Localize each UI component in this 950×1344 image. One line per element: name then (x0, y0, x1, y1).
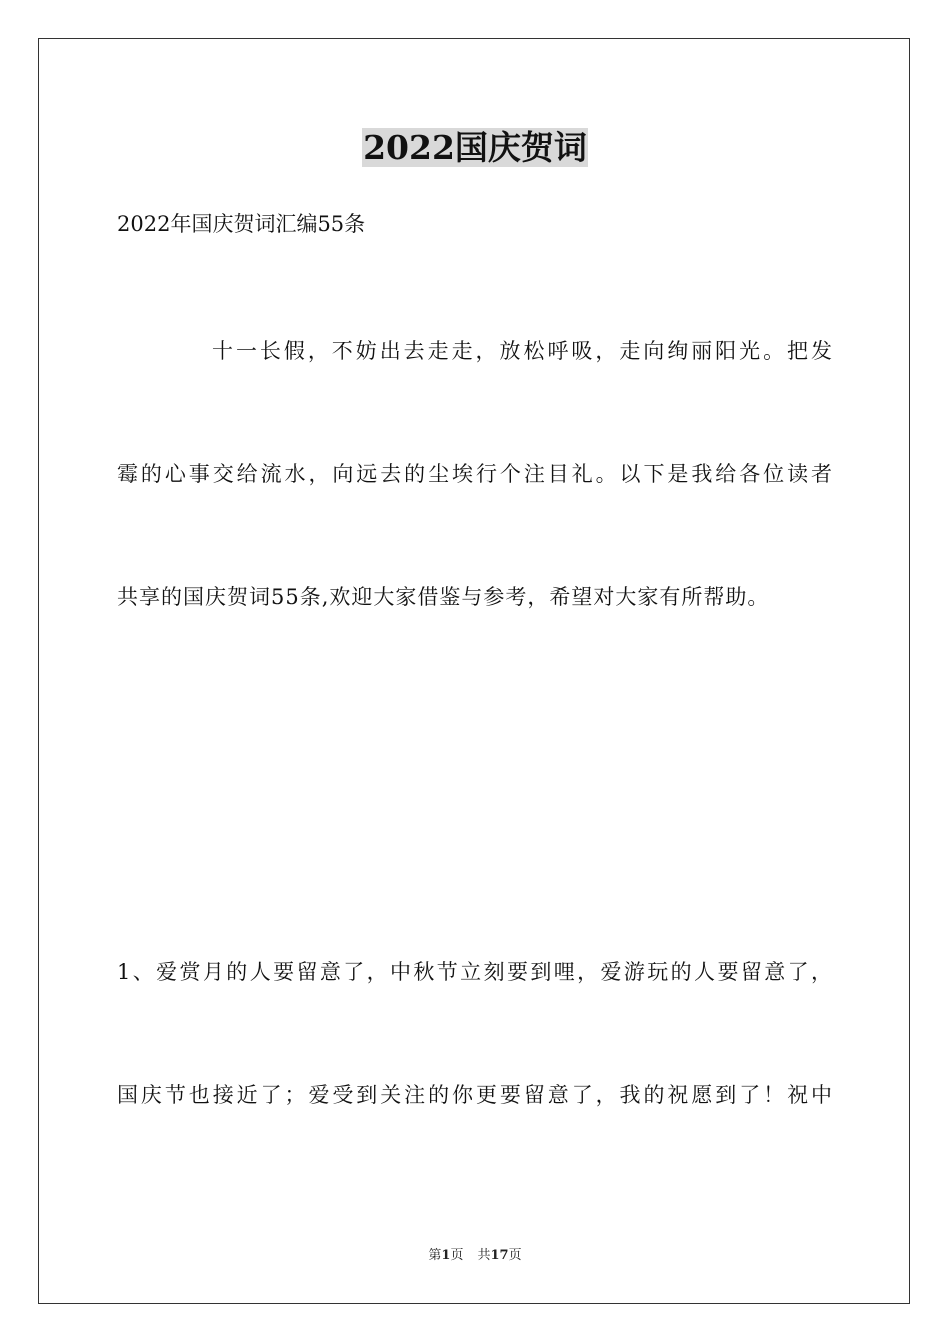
item-1-line-2: 国庆节也接近了；爱受到关注的你更要留意了，我的祝愿到了！祝中 (117, 1083, 833, 1107)
document-subtitle: 2022年国庆贺词汇编55条 (117, 212, 366, 236)
intro-line-2: 霉的心事交给流水，向远去的尘埃行个注目礼。以下是我给各位读者 (117, 462, 833, 486)
intro-line-3: 共享的国庆贺词55条,欢迎大家借鉴与参考，希望对大家有所帮助。 (117, 585, 770, 609)
document-title-text: 2022国庆贺词 (363, 128, 587, 167)
document-title (0, 128, 950, 168)
footer-total-suffix: 页 (508, 1248, 522, 1263)
footer-page-current: 1 (441, 1248, 451, 1263)
footer-page-suffix: 页 (450, 1248, 464, 1263)
footer-total-prefix: 共 (477, 1248, 491, 1263)
intro-line-1: 十一长假，不妨出去走走，放松呼吸，走向绚丽阳光。把发 (212, 339, 833, 363)
page-footer (0, 1247, 950, 1265)
item-1-line-1: 1、爱赏月的人要留意了，中秋节立刻要到哩，爱游玩的人要留意了， (117, 960, 833, 984)
footer-page-prefix: 第 (428, 1248, 442, 1263)
footer-page-total: 17 (490, 1248, 509, 1263)
